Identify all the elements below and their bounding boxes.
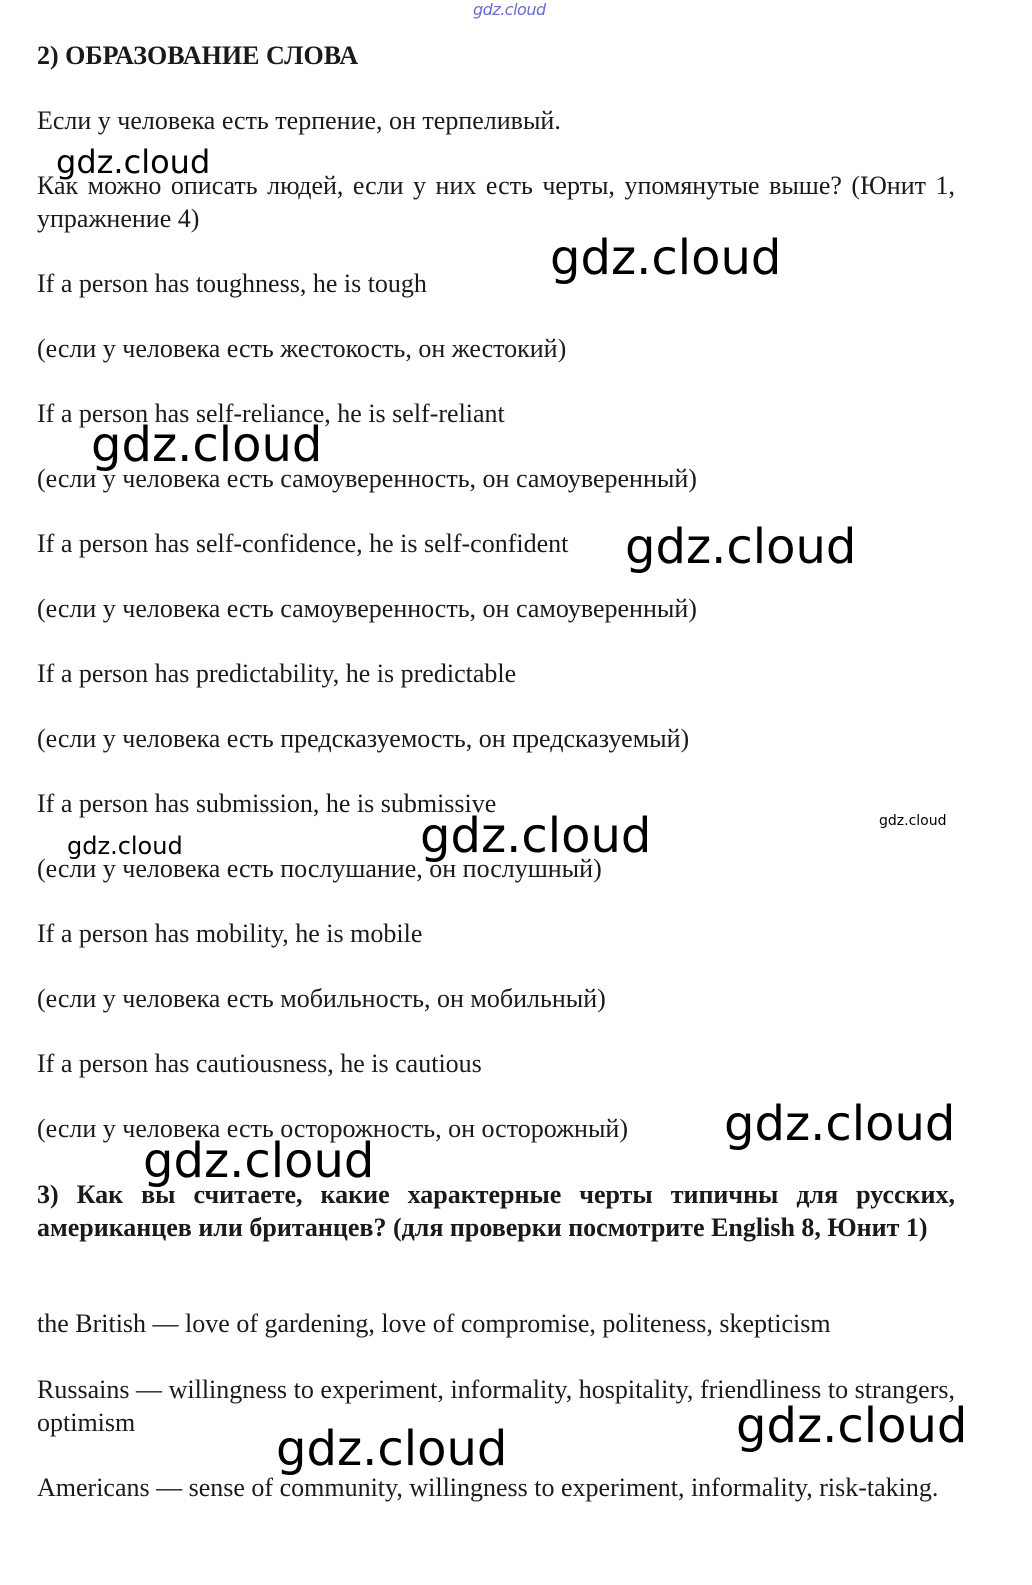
pair-4-en: If a person has predictability, he is predictable xyxy=(37,659,517,688)
pair-6-en: If a person has mobility, he is mobile xyxy=(37,919,423,948)
watermark: gdz.cloud xyxy=(736,1398,968,1454)
pair-5-en: If a person has submission, he is submissive xyxy=(37,789,497,818)
pair-5-ru: (если у человека есть послушание, он послушный) xyxy=(37,854,602,883)
watermark: gdz.cloud xyxy=(550,230,782,286)
intro-line-2: Как можно описать людей, если у них есть черты, упомянутые выше? (Юнит 1, упражнение 4) xyxy=(37,171,955,233)
section-3-item-british: the British — love of gardening, love of compromise, politeness, skepticism xyxy=(37,1309,831,1338)
watermark: gdz.cloud xyxy=(67,832,183,860)
watermark: gdz.cloud xyxy=(473,0,546,19)
pair-1-ru: (если у человека есть жестокость, он жестокий) xyxy=(37,334,567,363)
watermark: gdz.cloud xyxy=(420,808,652,864)
watermark: gdz.cloud xyxy=(879,813,947,829)
watermark: gdz.cloud xyxy=(56,143,211,181)
watermark: gdz.cloud xyxy=(143,1133,375,1189)
section-3-item-americans: Americans — sense of community, willingness to experiment, informality, risk-taking. xyxy=(37,1473,939,1502)
pair-6-ru: (если у человека есть мобильность, он мобильный) xyxy=(37,984,606,1013)
watermark: gdz.cloud xyxy=(724,1096,956,1152)
pair-2-en: If a person has self-reliance, he is self-reliant xyxy=(37,399,505,428)
pair-2-ru: (если у человека есть самоуверенность, он самоуверенный) xyxy=(37,464,697,493)
pair-7-ru: (если у человека есть осторожность, он осторожный) xyxy=(37,1114,628,1143)
watermark: gdz.cloud xyxy=(625,519,857,575)
pair-3-ru: (если у человека есть самоуверенность, он самоуверенный) xyxy=(37,594,697,623)
pair-1-en: If a person has toughness, he is tough xyxy=(37,269,427,298)
pair-3-en: If a person has self-confidence, he is self-confident xyxy=(37,529,569,558)
pair-4-ru: (если у человека есть предсказуемость, он предсказуемый) xyxy=(37,724,690,753)
section-3-item-russians: Russains — willingness to experiment, informality, hospitality, friendliness to strangers, optimism xyxy=(37,1375,955,1437)
watermark: gdz.cloud xyxy=(276,1421,508,1477)
section-3-heading: 3) Как вы считаете, какие характерные черты типичны для русских, американцев или британцев? (для проверки посмотрите English 8, Юнит 1) xyxy=(37,1180,955,1242)
watermark: gdz.cloud xyxy=(91,417,323,473)
pair-7-en: If a person has cautiousness, he is cautious xyxy=(37,1049,482,1078)
section-2-heading: 2) ОБРАЗОВАНИЕ СЛОВА xyxy=(37,41,359,70)
intro-line-1: Если у человека есть терпение, он терпеливый. xyxy=(37,106,561,135)
